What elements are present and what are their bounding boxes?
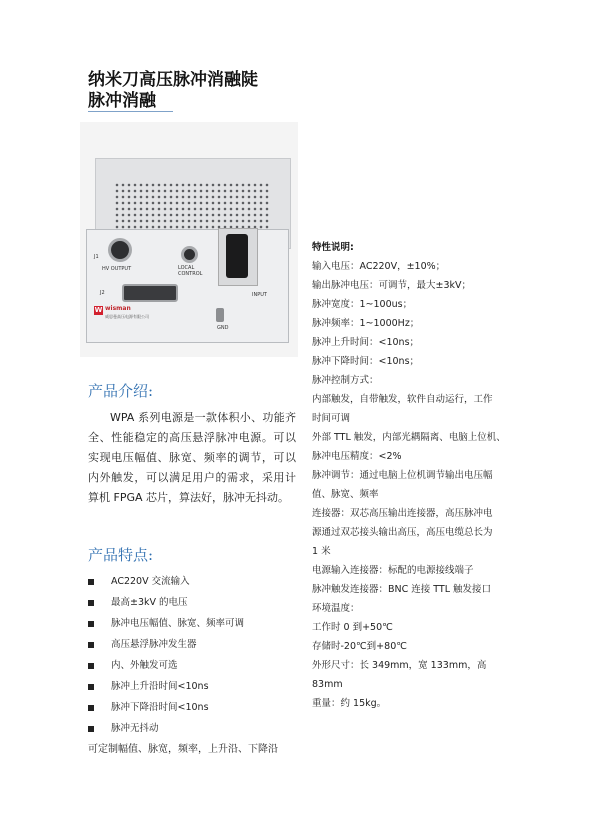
bullet-square-icon xyxy=(88,621,94,627)
spec-line: 脉冲频率：1~1000Hz； xyxy=(312,318,420,329)
power-socket xyxy=(226,234,248,278)
bullet-square-icon xyxy=(88,663,94,669)
spec-line: 1 米 xyxy=(312,546,331,557)
bullet-square-icon xyxy=(88,726,94,732)
spec-line: 脉冲宽度：1~100us； xyxy=(312,299,413,310)
intro-paragraph xyxy=(88,408,296,508)
vent-grid xyxy=(114,182,270,234)
spec-line: 脉冲控制方式： xyxy=(312,375,379,386)
page-title xyxy=(88,70,258,112)
list-item: 内、外触发可选 xyxy=(88,655,244,676)
ground-terminal xyxy=(216,308,224,322)
list-item: AC220V 交流输入 xyxy=(88,571,244,592)
local-control-label: LOCAL CONTROL xyxy=(178,265,203,277)
page-title-line-2: 脉冲消融 xyxy=(88,91,156,111)
spec-line: 输出脉冲电压：可调节，最大±3kV； xyxy=(312,280,472,291)
brand-subtitle: 威思曼高压电源有限公司 xyxy=(105,314,149,319)
spec-line: 脉冲电压精度：<2% xyxy=(312,451,402,462)
db-connector xyxy=(122,284,178,302)
hv-output-label: HV OUTPUT xyxy=(102,266,132,272)
list-item: 高压悬浮脉冲发生器 xyxy=(88,634,244,655)
spec-line: 时间可调 xyxy=(312,413,351,424)
spec-line: 脉冲下降时间：<10ns； xyxy=(312,356,420,367)
spec-line: 值、脉宽、频率 xyxy=(312,489,379,500)
wisman-logo-icon: W xyxy=(94,306,103,314)
bullet-square-icon xyxy=(88,642,94,648)
intro-text: WPA 系列电源是一款体积小、功能齐全、性能稳定的高压悬浮脉冲电源。可以实现电压幅值、脉宽、频率的调节，可以内外触发，可以满足用户的需求，采用计算机 FPGA 芯片，算法好，脉冲无抖动。 xyxy=(88,411,296,504)
bullet-square-icon xyxy=(88,600,94,606)
j2-label: J2 xyxy=(100,290,105,296)
title-underline xyxy=(88,111,173,112)
brand-name: wisman xyxy=(105,305,131,312)
bullet-square-icon xyxy=(88,684,94,690)
features-heading: 产品特点: xyxy=(88,546,154,564)
bullet-square-icon xyxy=(88,705,94,711)
spec-line: 脉冲调节：通过电脑上位机调节输出电压幅 xyxy=(312,470,493,481)
spec-line: 脉冲触发连接器：BNC 连接 TTL 触发接口 xyxy=(312,584,492,595)
list-item: 脉冲电压幅值、脉宽、频率可调 xyxy=(88,613,244,634)
intro-heading: 产品介绍: xyxy=(88,382,154,400)
spec-line: 外部 TTL 触发，内部光耦隔离、电脑上位机、 xyxy=(312,432,506,443)
spec-line: 连接器：双芯高压输出连接器，高压脉冲电 xyxy=(312,508,493,519)
list-item: 最高±3kV 的电压 xyxy=(88,592,244,613)
page-title-line-1: 纳米刀高压脉冲消融陡 xyxy=(88,70,258,90)
input-label: INPUT xyxy=(252,292,267,298)
spec-line: 输入电压：AC220V，±10%； xyxy=(312,261,446,272)
list-item: 脉冲下降沿时间<10ns xyxy=(88,697,244,718)
list-item: 脉冲上升沿时间<10ns xyxy=(88,676,244,697)
spec-line: 环境温度： xyxy=(312,603,360,614)
product-photo xyxy=(80,122,298,357)
features-list xyxy=(88,571,244,739)
spec-line: 83mm xyxy=(312,679,343,690)
spec-line: 重量：约 15kg。 xyxy=(312,698,387,709)
spec-line: 电源输入连接器：标配的电源接线端子 xyxy=(312,565,474,576)
specs-section xyxy=(312,238,522,713)
spec-line: 源通过双芯接头输出高压，高压电缆总长为 xyxy=(312,527,493,538)
local-control-connector xyxy=(181,246,198,263)
spec-line: 存储时-20℃到+80℃ xyxy=(312,641,407,652)
j1-label: J1 xyxy=(94,254,99,260)
bullet-square-icon xyxy=(88,579,94,585)
list-item: 脉冲无抖动 xyxy=(88,718,244,739)
gnd-label: GND xyxy=(217,325,229,331)
specs-heading: 特性说明: xyxy=(312,242,354,253)
hv-output-connector xyxy=(108,238,132,262)
spec-line: 脉冲上升时间：<10ns； xyxy=(312,337,420,348)
spec-line: 工作时 0 到+50℃ xyxy=(312,622,393,633)
spec-line: 内部触发，自带触发，软件自动运行，工作 xyxy=(312,394,493,405)
customization-note: 可定制幅值、脉宽，频率，上升沿、下降沿 xyxy=(88,744,278,755)
spec-line: 外形尺寸：长 349mm，宽 133mm，高 xyxy=(312,660,487,671)
